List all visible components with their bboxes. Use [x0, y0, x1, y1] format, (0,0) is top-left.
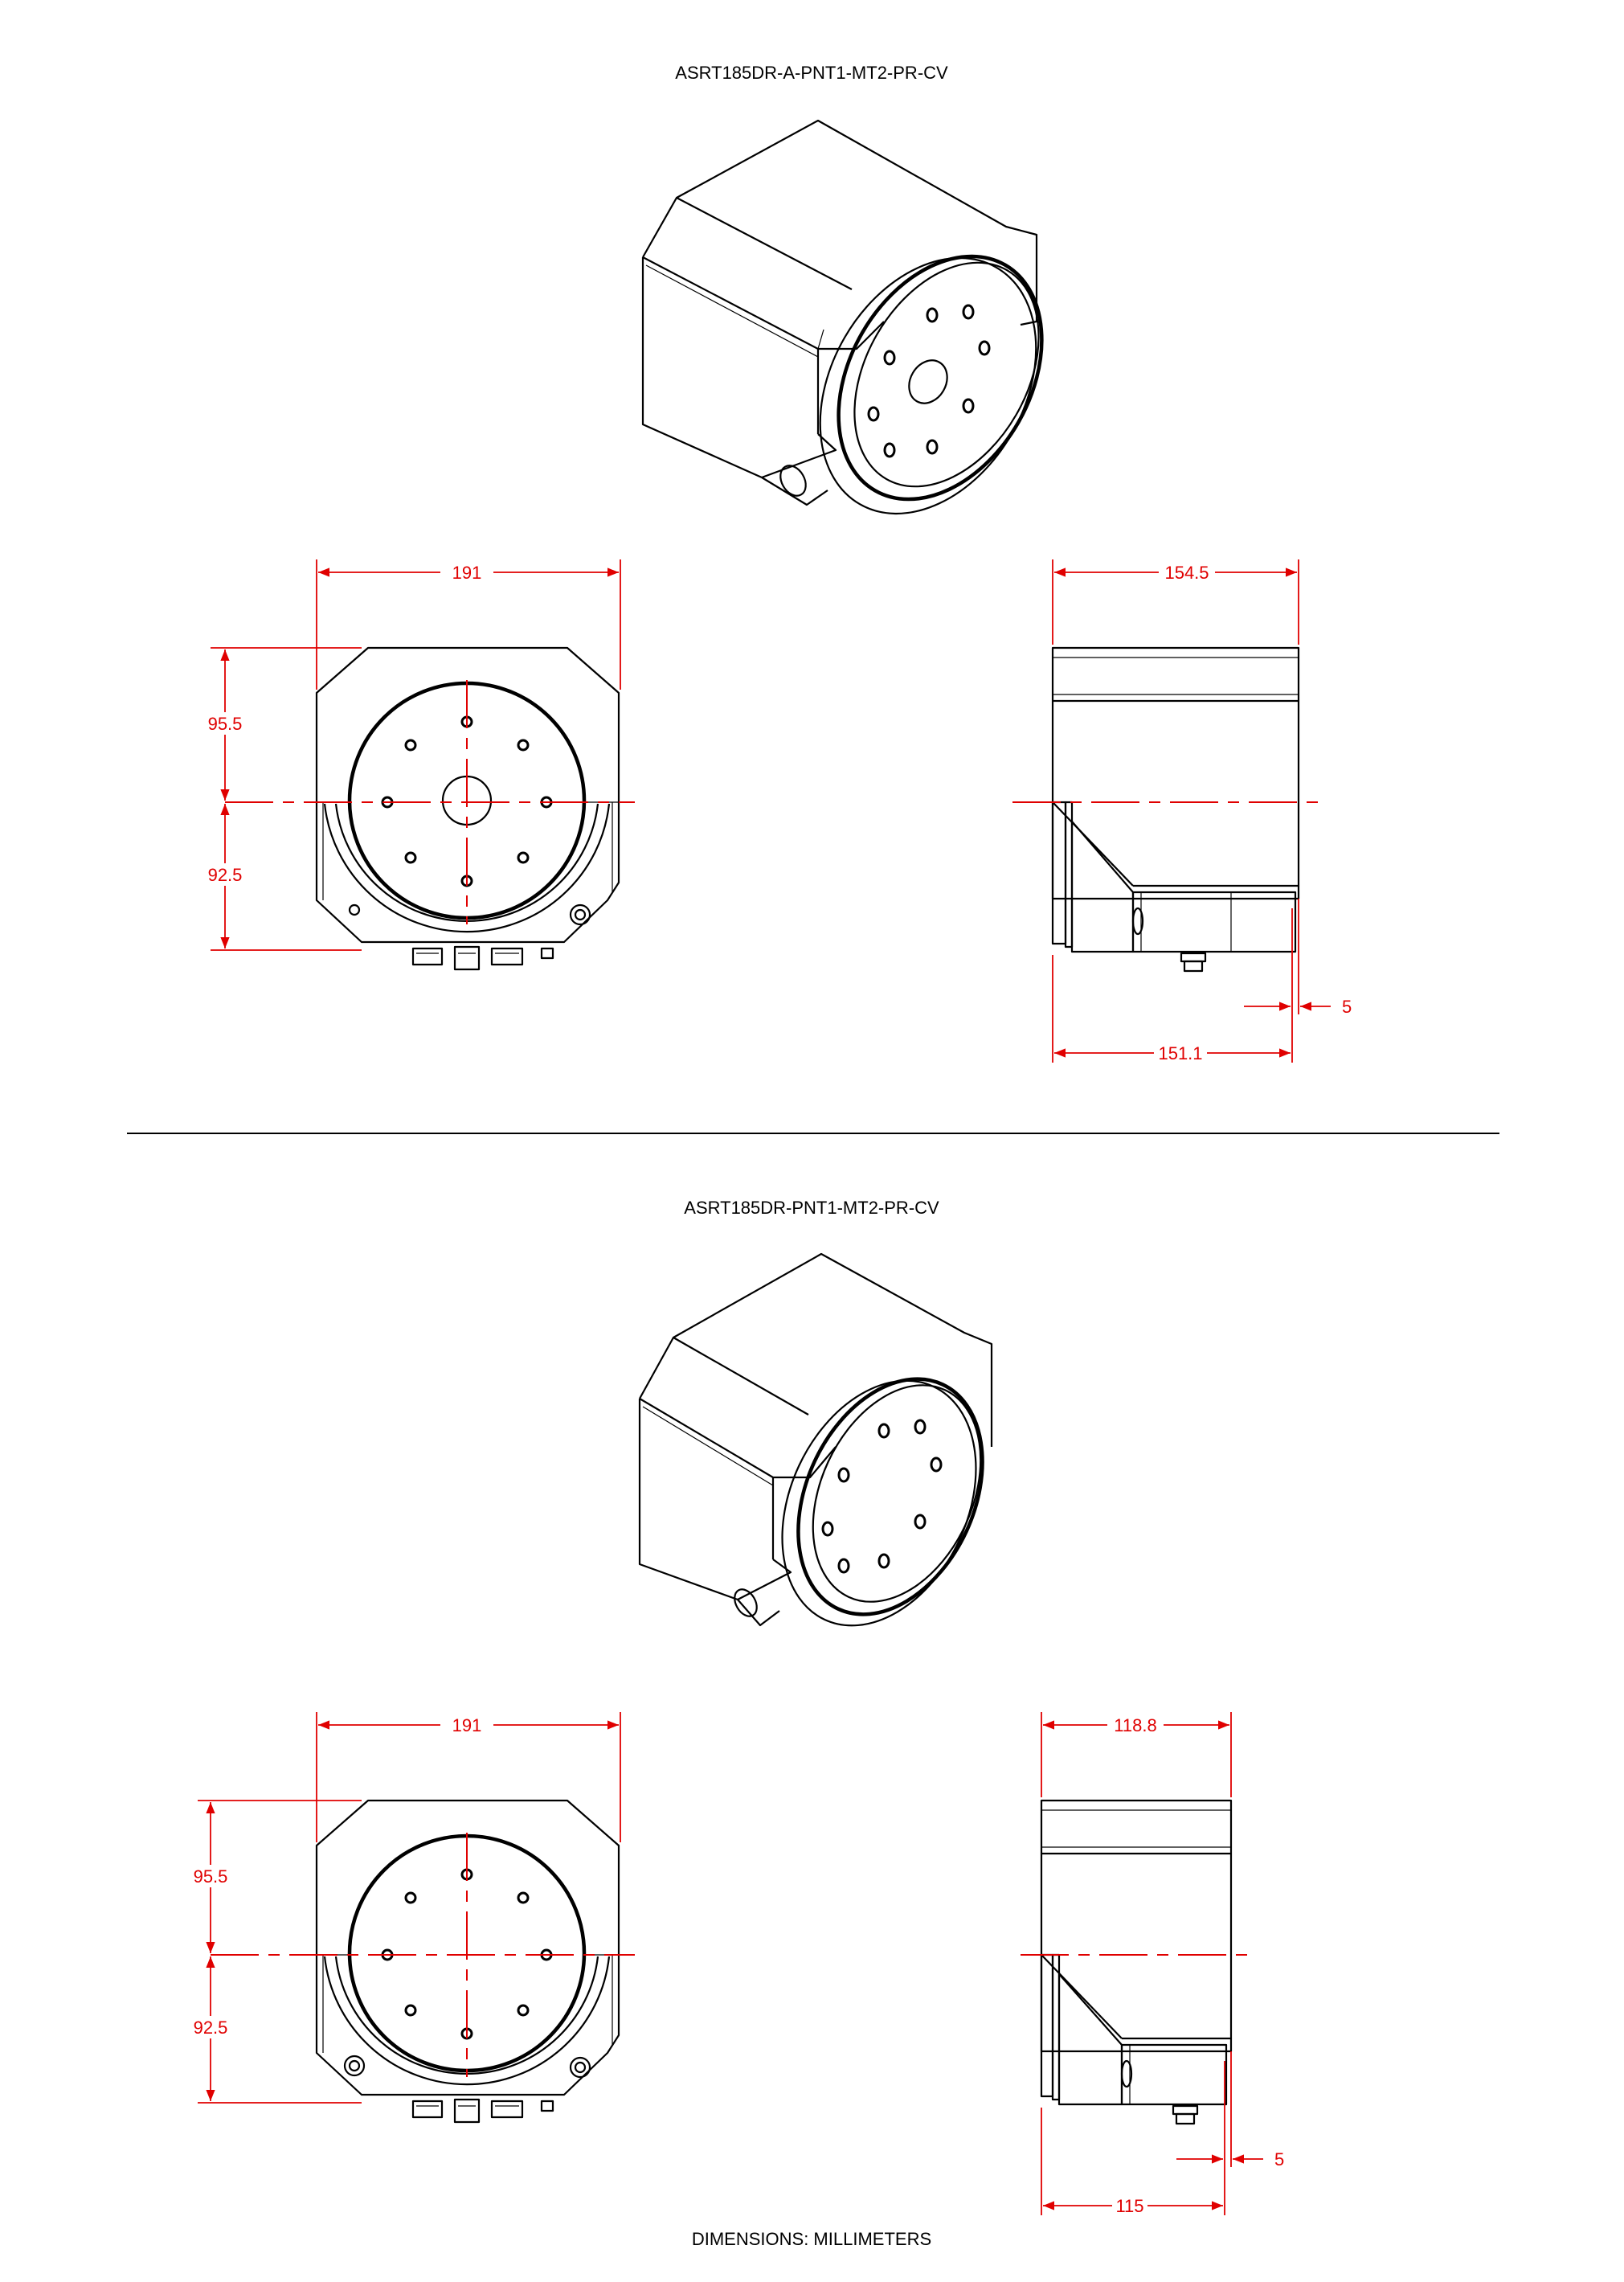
dim-side-top-a: 154.5 [1164, 563, 1209, 583]
side-view-a [1053, 648, 1299, 971]
dim-lower-height-b: 92.5 [193, 2018, 228, 2038]
dim-upper-height-a: 95.5 [207, 714, 243, 734]
dim-side-offset-a: 5 [1342, 997, 1352, 1017]
dim-width-a: 191 [452, 563, 482, 583]
dim-side-bottom-a: 151.1 [1158, 1043, 1203, 1063]
dim-lower-height-a: 92.5 [207, 865, 243, 885]
dim-side-bottom-b: 115 [1115, 2196, 1144, 2216]
front-view-b-dims [190, 1712, 635, 2103]
dim-side-top-b: 118.8 [1114, 1715, 1157, 1735]
iso-view-b [640, 1254, 1018, 1657]
dim-width-b: 191 [452, 1715, 482, 1735]
iso-view-a [643, 121, 1083, 552]
drawing-title-b: ASRT185DR-PNT1-MT2-PR-CV [684, 1198, 939, 1218]
side-view-a-dims [1012, 559, 1331, 1064]
dim-upper-height-b: 95.5 [193, 1866, 228, 1887]
units-note: DIMENSIONS: MILLIMETERS [691, 2229, 932, 2249]
side-view-b [1041, 1801, 1231, 2124]
dim-side-offset-b: 5 [1274, 2149, 1285, 2169]
front-view-a-dims [204, 559, 635, 950]
side-view-b-dims [1021, 1712, 1263, 2217]
drawing-title-a: ASRT185DR-A-PNT1-MT2-PR-CV [675, 63, 948, 83]
